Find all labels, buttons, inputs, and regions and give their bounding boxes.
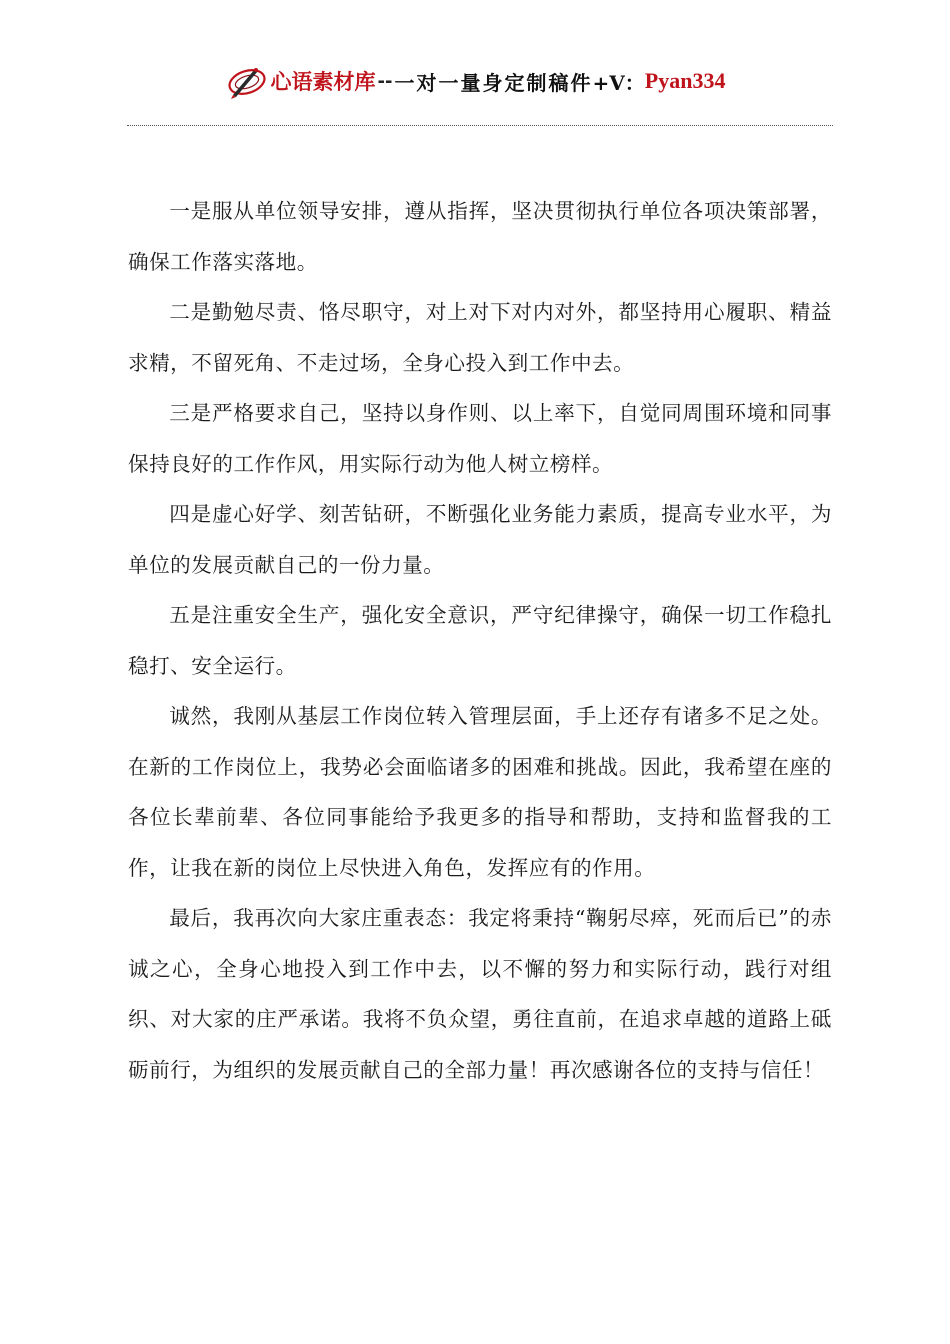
brand-name: 心语素材库	[270, 69, 376, 94]
paragraph-2: 二是勤勉尽责、恪尽职守，对上对下对内对外，都坚持用心履职、精益求精，不留死角、不走过场，全身心投入到工作中去。	[128, 300, 832, 375]
paragraph-1: 一是服从单位领导安排，遵从指挥，坚决贯彻执行单位各项决策部署，确保工作落实落地。	[128, 199, 832, 274]
paragraph-4: 四是虚心好学、刻苦钻研，不断强化业务能力素质，提高专业水平，为单位的发展贡献自己的一份力量。	[128, 502, 832, 577]
header-separator: --	[377, 70, 393, 92]
header-divider	[127, 125, 833, 126]
paragraph-3: 三是严格要求自己，坚持以身作则、以上率下，自觉同周围环境和同事保持良好的工作作风，用实际行动为他人树立榜样。	[128, 401, 832, 476]
paragraph-5: 五是注重安全生产，强化安全意识，严守纪律操守，确保一切工作稳扎稳打、安全运行。	[128, 603, 832, 678]
document-body	[128, 186, 832, 1095]
header-banner	[225, 58, 726, 104]
header-slogan: 一对一量身定制稿件	[394, 70, 593, 95]
contact-id: Pyan334	[644, 68, 726, 93]
paragraph-7: 最后，我再次向大家庄重表态：我定将秉持“鞠躬尽瘁，死而后已”的赤诚之心，全身心地投入到工作中去，以不懈的努力和实际行动，践行对组织、对大家的庄严承诺。我将不负众望，勇往直前，在追求卓越的道路上砥砺前行，为组织的发展贡献自己的全部力量！再次感谢各位的支持与信任！	[128, 906, 832, 1082]
contact-prefix: +V：	[592, 70, 645, 95]
pen-swirl-logo-icon	[225, 61, 269, 101]
paragraph-6: 诚然，我刚从基层工作岗位转入管理层面，手上还存有诸多不足之处。在新的工作岗位上，我势必会面临诸多的困难和挑战。因此，我希望在座的各位长辈前辈、各位同事能给予我更多的指导和帮助，支持和监督我的工作，让我在新的岗位上尽快进入角色，发挥应有的作用。	[128, 704, 832, 880]
page-header	[0, 58, 950, 104]
